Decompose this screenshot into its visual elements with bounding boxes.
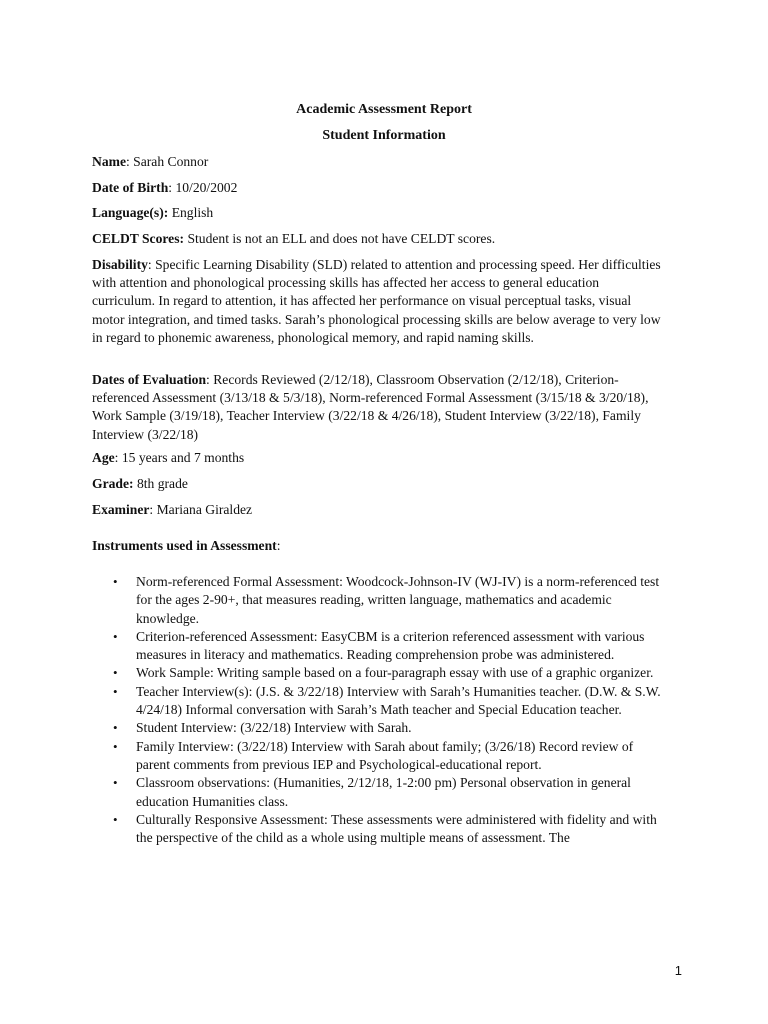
field-value: Mariana Giraldez [156, 502, 253, 517]
list-item: • Culturally Responsive Assessment: These assessments were administered with fidelity and with the perspective of the child as a whole using multiple means of assessment. The [113, 811, 657, 846]
field-name: Name: Sarah Connor [92, 154, 209, 169]
list-item: • Classroom observations: (Humanities, 2/12/18, 1-2:00 pm) Personal observation in general education Humanities class. [113, 775, 631, 809]
bullet-icon: • [113, 720, 118, 736]
instruments-heading: Instruments used in Assessment: [92, 538, 281, 553]
field-value: Sarah Connor [133, 154, 209, 169]
field-label: Date of Birth [92, 180, 169, 195]
list-item: • Teacher Interview(s): (J.S. & 3/22/18) Interview with Sarah’s Humanities teacher. (D.W. & S.W. 4/24/18) Informal conversation with Sarah’s Math teacher and Special Education teacher. [113, 683, 661, 718]
field-label: Dates of Evaluation [92, 372, 207, 387]
bullet-icon: • [113, 628, 118, 644]
page-number: 1 [674, 963, 682, 978]
bullet-icon: • [113, 574, 118, 589]
field-value: 10/20/2002 [175, 180, 238, 195]
field-label: Examiner [92, 502, 150, 517]
field-value: Student is not an ELL and does not have CELDT scores. [187, 231, 496, 246]
list-item: • Norm-referenced Formal Assessment: Woodcock-Johnson-IV (WJ-IV) is a norm-referenced test for the ages 2-90+, that measures reading, written language, mathematics and academic knowledge. [113, 574, 660, 626]
field-value: English [171, 205, 214, 220]
report-title: Academic Assessment Report [296, 102, 472, 117]
bullet-icon: • [113, 738, 118, 754]
field-age: Age: 15 years and 7 months [92, 450, 245, 465]
field-value: Specific Learning Disability (SLD) related to attention and processing speed. Her difficulties with attention and phonological processing skills has affected her access to general education curriculum. In regard to attention, it has affected her performance on visual perceptual tasks, visual motor integration, and timed tasks. Sarah’s phonological processing skills are below average to very low in regard to phonemic awareness, phonological memory, and rapid naming skills. [92, 257, 661, 345]
field-label: Name [92, 154, 126, 169]
field-value: 15 years and 7 months [121, 450, 245, 465]
field-value: 8th grade [136, 476, 188, 491]
field-label: Language(s): [92, 205, 169, 220]
field-date-of-birth: Date of Birth: 10/20/2002 [92, 180, 238, 195]
bullet-icon: • [113, 683, 118, 699]
field-label: CELDT Scores: [92, 231, 185, 246]
field-dates-of-evaluation: Dates of Evaluation: Records Reviewed (2/12/18), Classroom Observation (2/12/18), Criterion-referenced Assessment (3/13/18 & 5/3/18), Norm-referenced Formal Assessment (3/15/18 & 3/20/18), Work Sample (3/19/18), Teacher Interview (3/22/18 & 4/26/18), Student Interview (3/22/18), Family Interview (3/22/18) [92, 372, 649, 442]
field-label: Grade: [92, 476, 134, 491]
list-item: • Criterion-referenced Assessment: EasyCBM is a criterion referenced assessment with various measures in literacy and mathematics. Reading comprehension probe was administered. [113, 628, 645, 663]
list-item: • Student Interview: (3/22/18) Interview with Sarah. [92, 719, 664, 737]
field-grade [92, 475, 662, 493]
list-item: • Work Sample: Writing sample based on a four-paragraph essay with use of a graphic organizer. [92, 664, 664, 682]
field-celdt-scores [92, 230, 662, 248]
list-item: • Family Interview: (3/22/18) Interview with Sarah about family; (3/26/18) Record review of parent comments from previous IEP and Psychological-educational report. [113, 738, 634, 772]
field-disability: Disability: Specific Learning Disability (SLD) related to attention and processing speed. Her difficulties with attention and phonological processing skills has affected her access to general education curriculum. In regard to attention, it has affected her performance on visual perceptual tasks, visual motor integration, and timed tasks. Sarah’s phonological processing skills are below average to very low in regard to phonemic awareness, phonological memory, and rapid naming skills. [92, 257, 661, 345]
bullet-icon: • [113, 811, 118, 827]
instruments-list [92, 573, 664, 847]
field-examiner: Examiner: Mariana Giraldez [92, 502, 253, 517]
bullet-icon: • [113, 665, 118, 681]
field-languages [92, 204, 662, 222]
field-label: Age [92, 450, 115, 465]
field-value: Records Reviewed (2/12/18), Classroom Observation (2/12/18), Criterion-referenced Assessment (3/13/18 & 5/3/18), Norm-referenced Formal Assessment (3/15/18 & 3/20/18), Work Sample (3/19/18), Teacher Interview (3/22/18 & 4/26/18), Student Interview (3/22/18), Family Interview (3/22/18) [92, 372, 649, 442]
section-heading-student-information: Student Information [322, 128, 446, 143]
field-label: Disability [92, 257, 148, 272]
bullet-icon: • [113, 775, 118, 791]
